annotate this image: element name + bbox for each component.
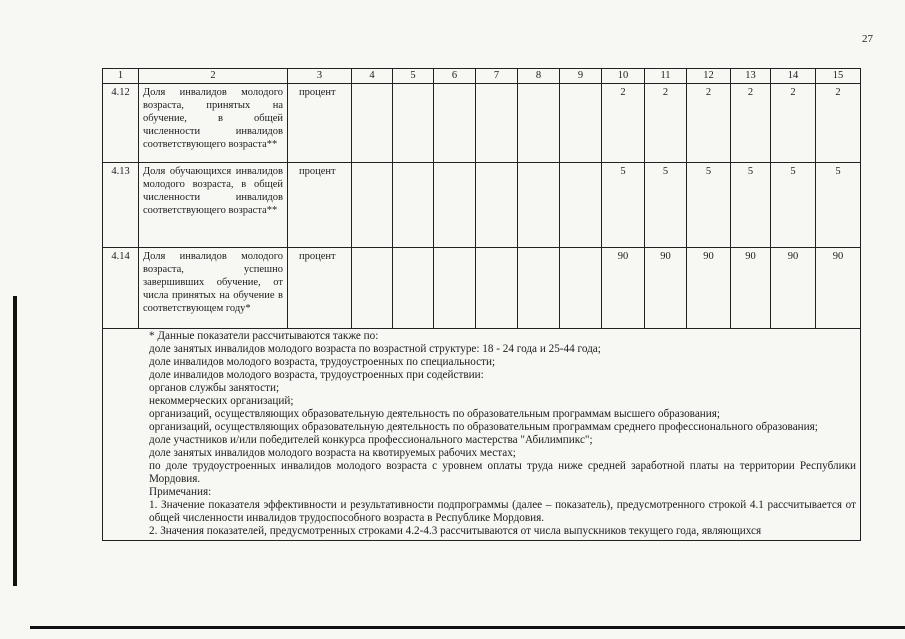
remarks-title: Примечания: xyxy=(149,486,212,498)
value-cell: 5 xyxy=(816,163,861,248)
header-cell: 5 xyxy=(393,69,434,84)
table-row xyxy=(103,84,861,163)
note-line: органов службы занятости; xyxy=(149,382,280,394)
header-cell: 4 xyxy=(352,69,393,84)
header-row xyxy=(103,69,861,84)
unit-cell: процент xyxy=(288,248,352,329)
notes-row xyxy=(103,329,861,541)
value-cell: 90 xyxy=(816,248,861,329)
value-cell: 2 xyxy=(731,84,771,163)
value-cell xyxy=(393,248,434,329)
value-cell xyxy=(434,84,476,163)
value-cell: 90 xyxy=(687,248,731,329)
value-cell: 5 xyxy=(731,163,771,248)
value-cell xyxy=(560,84,602,163)
remark-1: 1. Значение показателя эффективности и результативности подпрограммы (далее – показатель), предусмотренного строкой 4.1 рассчитывается от общей численности инвалидов трудоспособного возраста в Республике Мордовия. xyxy=(149,499,856,524)
value-cell: 5 xyxy=(771,163,816,248)
value-cell: 5 xyxy=(645,163,687,248)
value-cell xyxy=(352,163,393,248)
row-number: 4.14 xyxy=(103,248,139,329)
remark-2: 2. Значения показателей, предусмотренных строками 4.2-4.3 рассчитываются от числа выпускников текущего года, являющихся xyxy=(149,525,762,537)
value-cell xyxy=(393,84,434,163)
header-cell: 6 xyxy=(434,69,476,84)
indicators-table xyxy=(102,68,861,541)
bottom-rule xyxy=(30,626,905,629)
value-cell xyxy=(352,84,393,163)
value-cell xyxy=(393,163,434,248)
indicator-name: Доля обучающихся инвалидов молодого возраста, в общей численности инвалидов соответствующего возраста** xyxy=(139,163,288,248)
value-cell: 2 xyxy=(602,84,645,163)
notes-cell xyxy=(103,329,861,541)
value-cell xyxy=(476,163,518,248)
page-number: 27 xyxy=(862,33,873,45)
value-cell: 2 xyxy=(645,84,687,163)
header-cell: 9 xyxy=(560,69,602,84)
value-cell xyxy=(476,248,518,329)
unit-cell: процент xyxy=(288,84,352,163)
header-cell: 7 xyxy=(476,69,518,84)
indicator-name: Доля инвалидов молодого возраста, успешно завершивших обучение, от числа принятых на обучение в соответствующем году* xyxy=(139,248,288,329)
note-line: доле занятых инвалидов молодого возраста по возрастной структуре: 18 - 24 года и 25-44 года; xyxy=(149,343,601,355)
value-cell xyxy=(434,163,476,248)
header-cell: 2 xyxy=(139,69,288,84)
value-cell xyxy=(352,248,393,329)
row-number: 4.12 xyxy=(103,84,139,163)
value-cell: 90 xyxy=(645,248,687,329)
value-cell: 90 xyxy=(602,248,645,329)
value-cell: 2 xyxy=(687,84,731,163)
note-line: доле инвалидов молодого возраста, трудоустроенных при содействии: xyxy=(149,369,484,381)
value-cell: 90 xyxy=(731,248,771,329)
note-line: доле занятых инвалидов молодого возраста на квотируемых рабочих местах; xyxy=(149,447,516,459)
row-number: 4.13 xyxy=(103,163,139,248)
value-cell xyxy=(560,248,602,329)
table-row xyxy=(103,248,861,329)
value-cell xyxy=(518,163,560,248)
notes-intro: * Данные показатели рассчитываются также по: xyxy=(149,330,379,342)
value-cell xyxy=(560,163,602,248)
indicator-name: Доля инвалидов молодого возраста, принятых на обучение, в общей численности инвалидов соответствующего возраста** xyxy=(139,84,288,163)
header-cell: 1 xyxy=(103,69,139,84)
value-cell: 90 xyxy=(771,248,816,329)
value-cell xyxy=(434,248,476,329)
note-line: по доле трудоустроенных инвалидов молодого возраста с уровнем оплаты труда ниже средней заработной платы на территории Республики Мордовия. xyxy=(149,460,856,485)
header-cell: 14 xyxy=(771,69,816,84)
note-line: доле инвалидов молодого возраста, трудоустроенных по специальности; xyxy=(149,356,496,368)
header-cell: 3 xyxy=(288,69,352,84)
value-cell: 5 xyxy=(687,163,731,248)
header-cell: 12 xyxy=(687,69,731,84)
note-line: организаций, осуществляющих образовательную деятельность по образовательным программам среднего профессионального образования; xyxy=(149,421,818,433)
header-cell: 13 xyxy=(731,69,771,84)
header-cell: 8 xyxy=(518,69,560,84)
value-cell: 2 xyxy=(816,84,861,163)
note-line: некоммерческих организаций; xyxy=(149,395,294,407)
note-line: доле участников и/или победителей конкурса профессионального мастерства "Абилимпикс"; xyxy=(149,434,593,446)
value-cell: 5 xyxy=(602,163,645,248)
header-cell: 11 xyxy=(645,69,687,84)
value-cell xyxy=(518,84,560,163)
value-cell: 2 xyxy=(771,84,816,163)
value-cell xyxy=(518,248,560,329)
header-cell: 15 xyxy=(816,69,861,84)
table-row xyxy=(103,163,861,248)
left-margin-rule xyxy=(13,296,17,586)
value-cell xyxy=(476,84,518,163)
unit-cell: процент xyxy=(288,163,352,248)
note-line: организаций, осуществляющих образовательную деятельность по образовательным программам высшего образования; xyxy=(149,408,721,420)
header-cell: 10 xyxy=(602,69,645,84)
